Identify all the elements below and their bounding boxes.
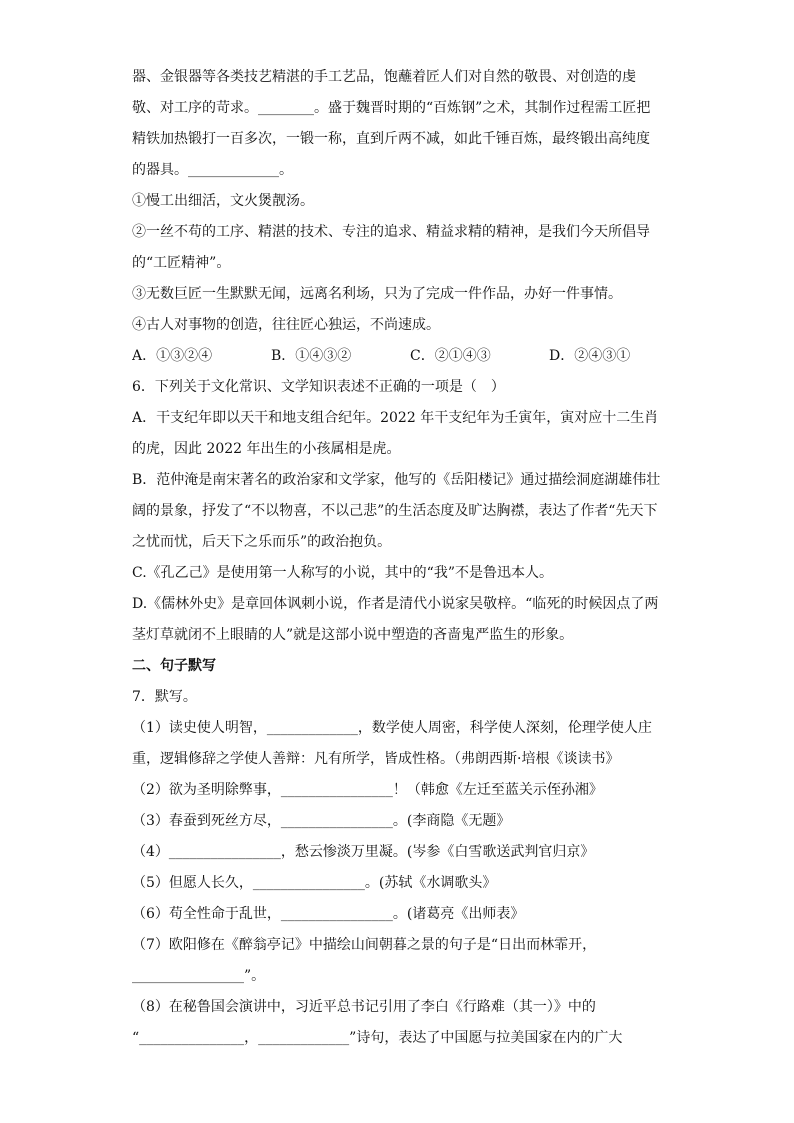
- text-line: 敬、对工序的苛求。________。盛于魏晋时期的“百炼钢”之术，其制作过程需工匠把: [132, 100, 651, 116]
- q7-item: （3）春蚕到死丝方尽，________________。(李商隐《无题》: [132, 813, 511, 829]
- text-line: 精铁加热锻打一百多次，一锻一称，直到斤两不减，如此千锤百炼，最终锻出高纯度: [132, 131, 650, 147]
- q7-item: （5）但愿人长久，________________。(苏轼《水调歌头》: [132, 875, 497, 891]
- q7-item: （6）苟全性命于乱世，________________。(诸葛亮《出师表》: [132, 906, 525, 922]
- q6-option-d[interactable]: D.《儒林外史》是章回体讽刺小说，作者是清代小说家吴敬梓。“临死的时候因点了两: [132, 596, 659, 612]
- q7-item: （2）欲为圣明除弊事，________________！（韩愈《左迁至蓝关示侄孙湘》: [132, 782, 603, 798]
- section-title: 二、句子默写: [132, 658, 216, 674]
- sentence-option-1: ①慢工出细活，文火煲靓汤。: [132, 193, 314, 209]
- text-line: ________________”。: [132, 968, 266, 984]
- q7-stem: 7．默写。: [132, 689, 197, 705]
- q5-option-a[interactable]: A．①③②④: [132, 348, 213, 364]
- q7-item: （4）________________，愁云惨淡万里凝。(岑参《白雪歌送武判官归京》: [132, 844, 595, 860]
- text-line: 的“工匠精神”。: [132, 255, 231, 271]
- text-line: 茎灯草就闭不上眼睛的人”就是这部小说中塑造的吝啬鬼严监生的形象。: [132, 627, 574, 643]
- text-line: 阔的景象，抒发了“不以物喜，不以己悲”的生活态度及旷达胸襟，表达了作者“先天下: [132, 503, 658, 519]
- q6-stem: 6．下列关于文化常识、文学知识表述不正确的一项是（ ）: [132, 379, 505, 395]
- text-line: “_______________，_____________”诗句，表达了中国愿与拉美国家在内的广大: [132, 1030, 623, 1046]
- q7-item: （1）读史使人明智，_____________，数学使人周密，科学使人深刻，伦理学使人庄: [132, 720, 652, 736]
- sentence-option-2: ②一丝不苟的工序、精湛的技术、专注的追求、精益求精的精神，是我们今天所倡导: [132, 224, 650, 240]
- q5-option-c[interactable]: C．②①④③: [410, 348, 491, 364]
- q7-item: （7）欧阳修在《醉翁亭记》中描绘山间朝暮之景的句子是“日出而林霏开，: [132, 937, 597, 953]
- q5-answer-options: [132, 341, 662, 372]
- document-content: [132, 62, 662, 1054]
- q5-option-d[interactable]: D．②④③①: [549, 348, 631, 364]
- q7-item: （8）在秘鲁国会演讲中，习近平总书记引用了李白《行路难（其一）》中的: [132, 999, 596, 1015]
- text-line: 的器具。_____________。: [132, 162, 293, 178]
- sentence-option-3: ③无数巨匠一生默默无闻，远离名利场，只为了完成一件作品，办好一件事情。: [132, 286, 622, 302]
- text-line: 器、金银器等各类技艺精湛的手工艺品，饱蘸着匠人们对自然的敬畏、对创造的虔: [132, 69, 636, 85]
- text-line: 的虎，因此 2022 年出生的小孩属相是虎。: [132, 441, 401, 457]
- q6-option-b[interactable]: B．范仲淹是南宋著名的政治家和文学家，他写的《岳阳楼记》通过描绘洞庭湖雄伟壮: [132, 472, 661, 488]
- q6-option-c[interactable]: C.《孔乙己》是使用第一人称写的小说，其中的“我”不是鲁迅本人。: [132, 565, 553, 581]
- text-line: 之忧而忧，后天下之乐而乐”的政治抱负。: [132, 534, 392, 550]
- text-line: 重，逻辑修辞之学使人善辩：凡有所学，皆成性格。（弗朗西斯·培根《谈读书》: [132, 751, 620, 767]
- q6-option-a[interactable]: A．干支纪年即以天干和地支组合纪年。2022 年干支纪年为壬寅年，寅对应十二生肖: [132, 410, 659, 426]
- q5-option-b[interactable]: B．①④③②: [271, 348, 352, 364]
- sentence-option-4: ④古人对事物的创造，往往匠心独运，不尚速成。: [132, 317, 440, 333]
